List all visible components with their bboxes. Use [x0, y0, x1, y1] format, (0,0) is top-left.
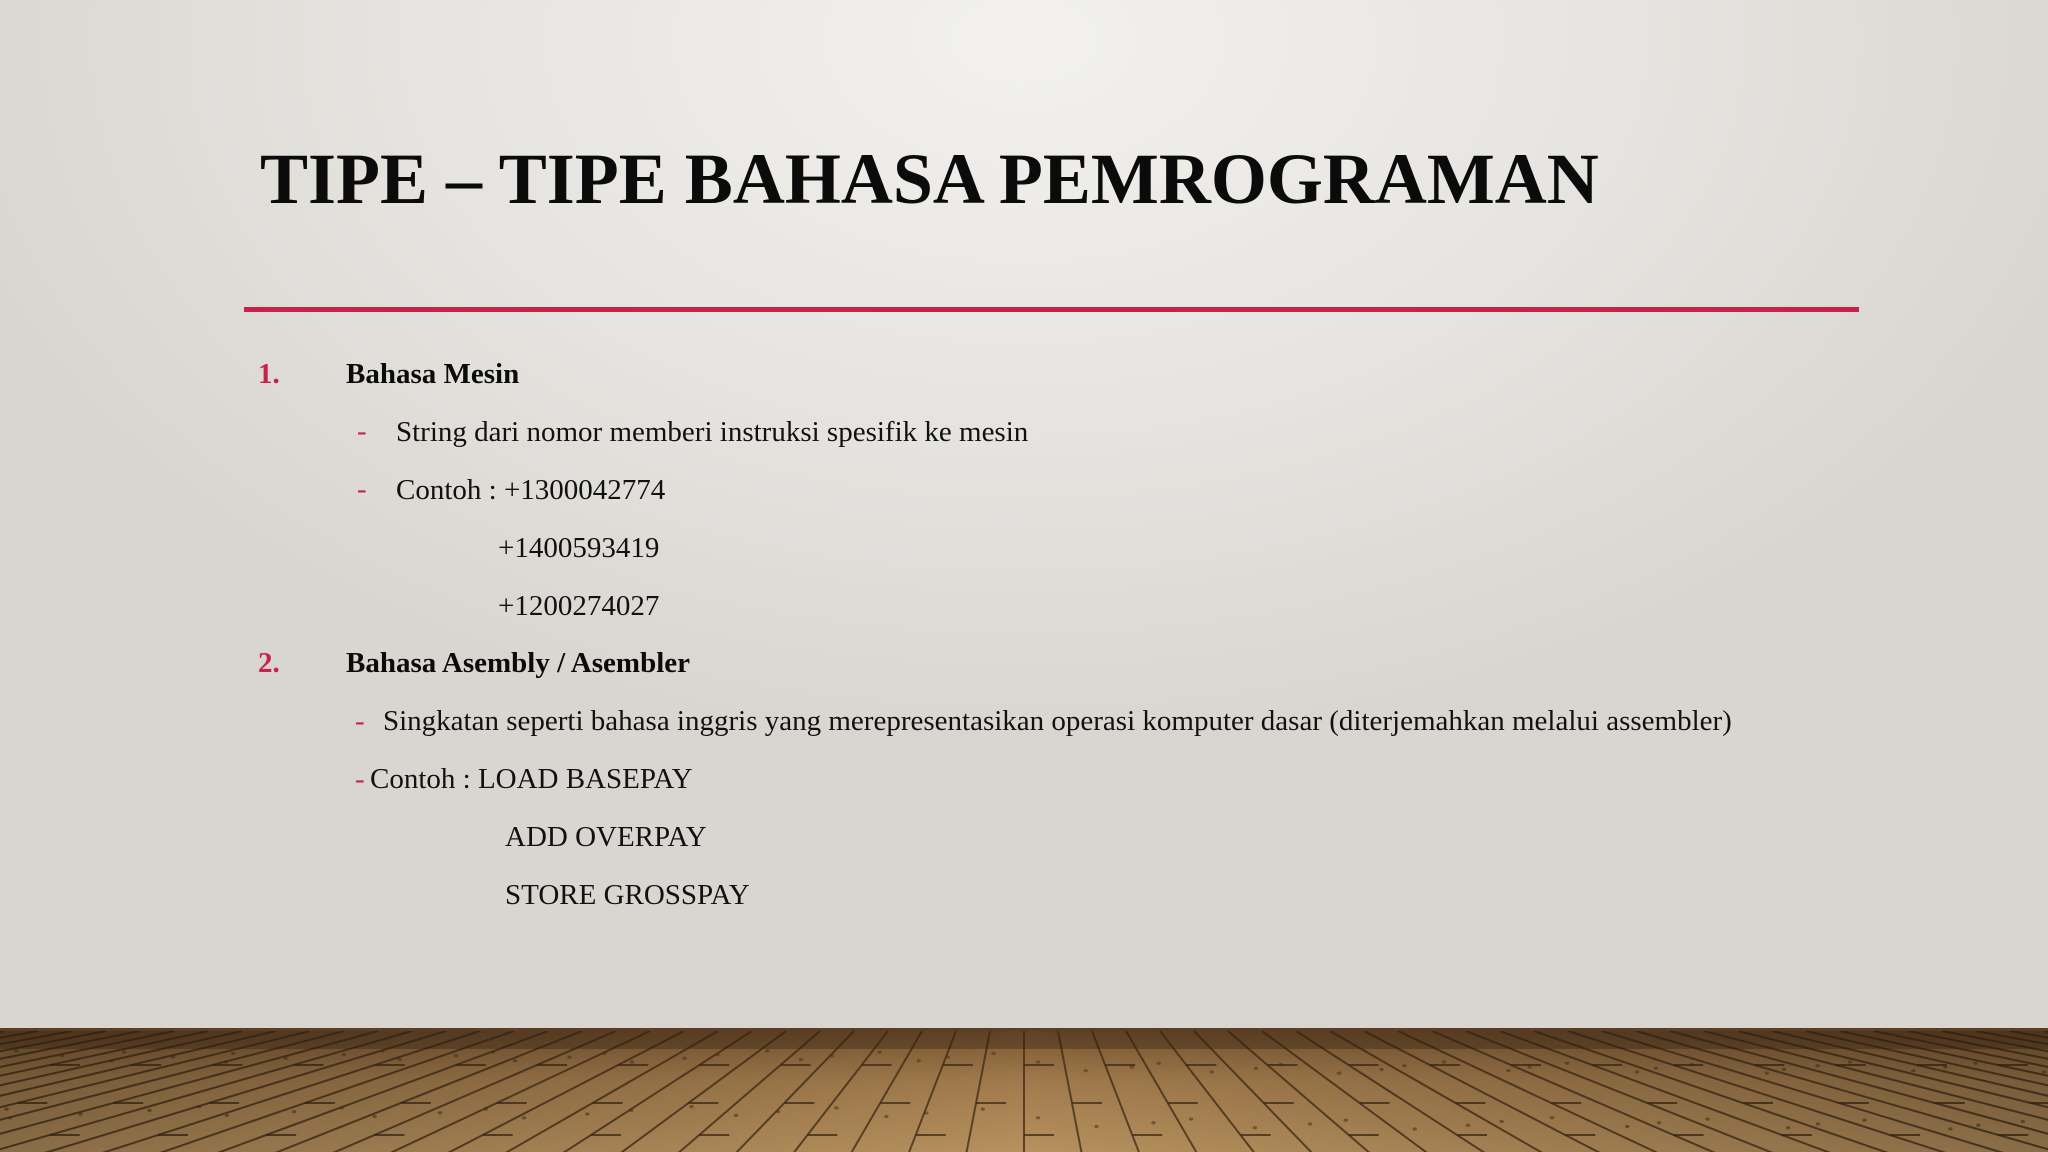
section-heading-bahasa-mesin: Bahasa Mesin: [346, 358, 520, 390]
bullet-dash: -: [355, 705, 365, 737]
code-continuation-line: +1200274027: [498, 590, 660, 622]
bullet-text: Contoh : +1300042774: [396, 474, 666, 506]
bullet-dash: -: [357, 473, 367, 505]
bullet-text: String dari nomor memberi instruksi spesifik ke mesin: [396, 416, 1029, 448]
bullet-dash: -: [355, 763, 365, 795]
bullet-text: Singkatan seperti bahasa inggris yang merepresentasikan operasi komputer dasar (diterjemahkan melalui assembler): [383, 705, 1732, 737]
bullet-dash: -: [357, 415, 367, 447]
title-divider: [244, 307, 1859, 312]
code-continuation-line: STORE GROSSPAY: [505, 879, 750, 911]
wood-floor-decoration: [0, 1028, 2048, 1152]
slide-title: TIPE – TIPE BAHASA PEMROGRAMAN: [260, 139, 1599, 219]
wood-floor-graphic: [0, 1031, 2048, 1152]
section-heading-bahasa-asembly: Bahasa Asembly / Asembler: [346, 647, 690, 679]
code-continuation-line: ADD OVERPAY: [505, 821, 707, 853]
list-number-2: 2.: [258, 647, 280, 679]
bullet-text: Contoh : LOAD BASEPAY: [370, 763, 693, 795]
list-number-1: 1.: [258, 358, 280, 390]
code-continuation-line: +1400593419: [498, 532, 660, 564]
